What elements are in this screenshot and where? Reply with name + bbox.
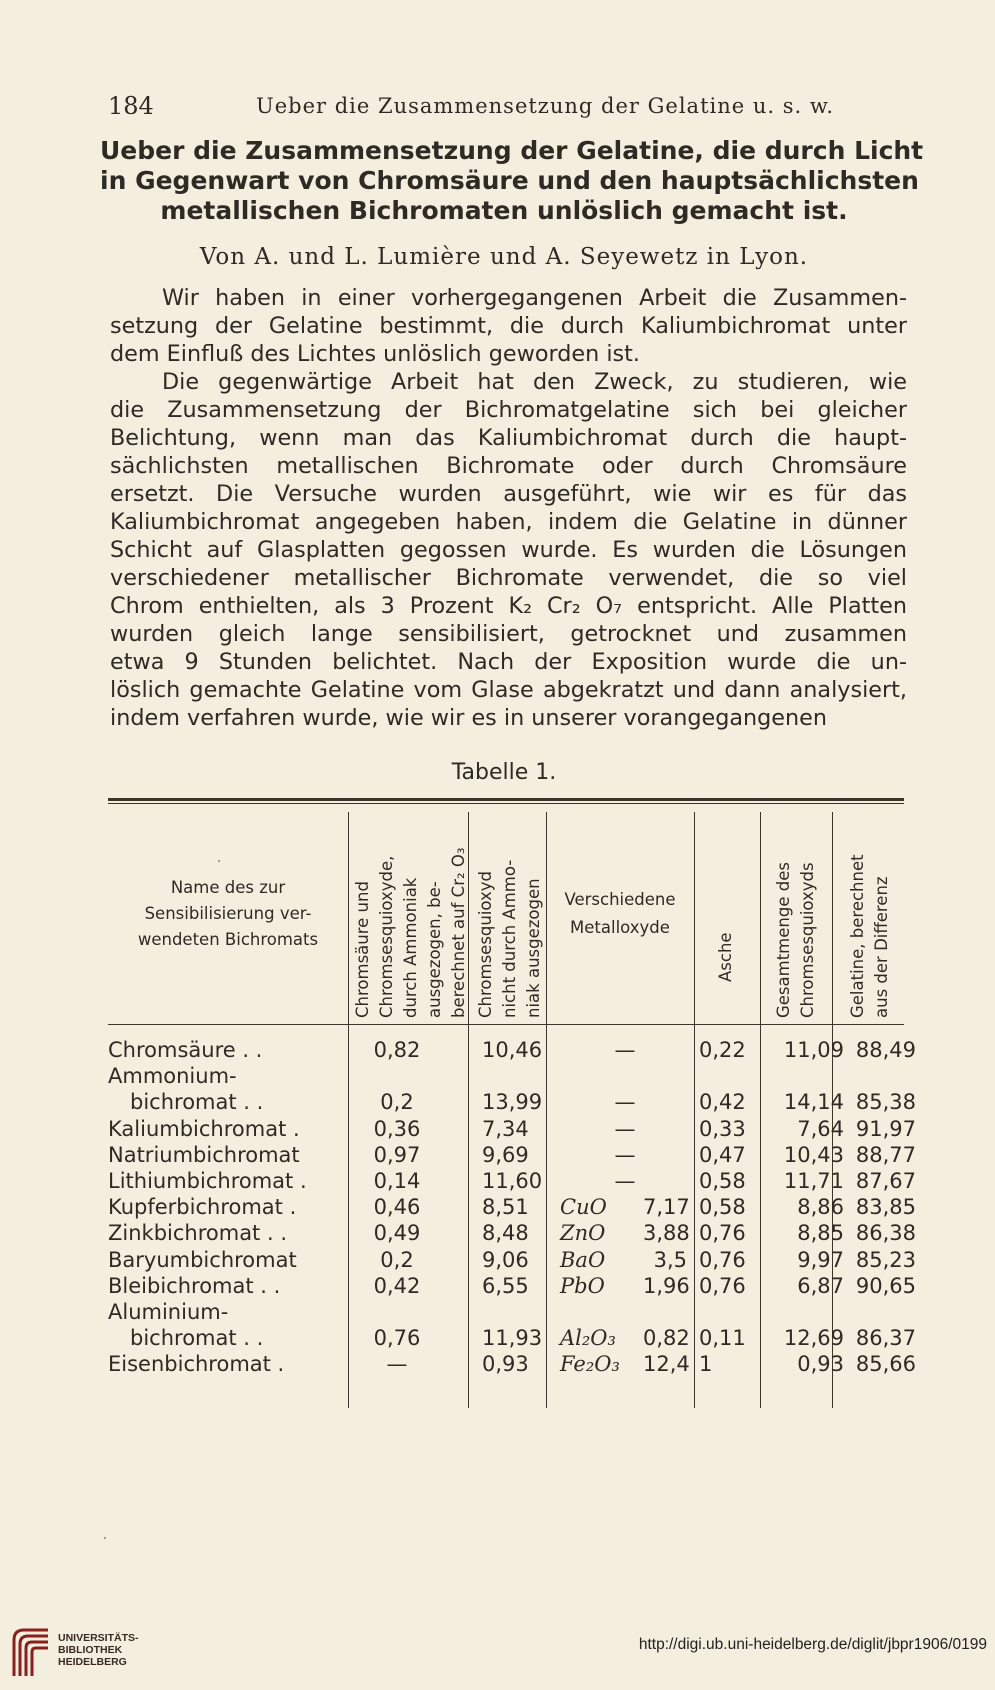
header-line: Asche [716, 932, 735, 982]
cell-ash: 0,47 [699, 1142, 746, 1167]
cell-sesquioxide: 9,69 [482, 1142, 529, 1167]
header-line: Chromsesquioxyds [798, 862, 817, 1018]
cell-ash: 0,58 [699, 1169, 746, 1193]
text-line: Kaliumbichromat angegeben haben, indem die Gelatine in dünner [110, 509, 907, 535]
library-name-line: BIBLIOTHEK [58, 1644, 123, 1656]
table-row [108, 1142, 916, 1171]
cell-chromic-acid: 0,2 [380, 1090, 414, 1115]
header-line: Name des zur [170, 878, 286, 897]
paragraph-1 [110, 284, 907, 368]
header-line: Metalloxyde [570, 918, 670, 937]
cell-total: 14,14 [783, 1090, 844, 1115]
table-row [108, 1038, 916, 1066]
text-line: sächlichsten metallischen Bichromate oder durch Chromsäure [110, 453, 907, 479]
cell-name: Natriumbichromat [108, 1142, 300, 1167]
cell-name: Lithiumbichromat . [108, 1169, 307, 1193]
cell-chromic-acid: 0,42 [373, 1273, 421, 1298]
text-line: Chrom enthielten, als 3 Prozent K₂ Cr₂ O₇ entspricht. Alle Platten [110, 593, 907, 619]
header-line: Chromsesquioxyde, [377, 855, 396, 1018]
cell-sesquioxide: 7,34 [482, 1116, 529, 1141]
cell-total: 11,71 [783, 1169, 844, 1193]
text-line: setzung der Gelatine bestimmt, die durch Kaliumbichromat unter [110, 313, 907, 339]
cell-chromic-acid: 0,49 [373, 1221, 421, 1246]
cell-ash: 0,22 [699, 1038, 746, 1062]
header-line: nicht durch Ammo- [500, 859, 519, 1018]
cell-oxide-none: — [614, 1038, 636, 1062]
table-top-rule [108, 798, 904, 801]
cell-total: 11,09 [783, 1038, 844, 1062]
cell-ash: 0,76 [699, 1273, 746, 1298]
cell-oxide-none: — [614, 1169, 636, 1193]
cell-total: 0,93 [797, 1352, 844, 1377]
header-line: berechnet auf Cr₂ O₃ [449, 847, 468, 1018]
header-line: durch Ammoniak [401, 877, 420, 1018]
cell-total: 8,86 [797, 1195, 844, 1220]
table-row [108, 1326, 916, 1354]
cell-total: 12,69 [783, 1326, 844, 1351]
cell-oxide-value: 12,4 [643, 1352, 690, 1377]
table-header-rule [108, 1024, 904, 1025]
cell-gelatin: 85,66 [855, 1352, 916, 1377]
cell-oxide-value: 0,82 [643, 1326, 690, 1351]
header-line: Gesamtmenge des [774, 862, 793, 1018]
cell-sesquioxide: 10,46 [482, 1038, 543, 1062]
cell-name: Eisenbichromat . [108, 1352, 285, 1377]
cell-oxide-value: 1,96 [643, 1273, 690, 1298]
cell-gelatin: 86,38 [855, 1221, 916, 1246]
cell-gelatin: 88,77 [855, 1142, 916, 1167]
table-row [108, 1169, 916, 1197]
cell-chromic-acid: 0,14 [373, 1169, 421, 1193]
cell-sesquioxide: 11,93 [482, 1326, 543, 1351]
text-line: indem verfahren wurde, wie wir es in unserer vorangegangenen [110, 705, 828, 731]
title-line: in Gegenwart von Chromsäure und den hauptsächlichsten [100, 166, 919, 195]
table-row [108, 1273, 916, 1302]
cell-oxide-formula: PbO [560, 1273, 605, 1298]
author-line: Von A. und L. Lumière und A. Seyewetz in Lyon. [199, 244, 809, 270]
article-title [100, 136, 924, 226]
header-line: aus der Differenz [872, 876, 891, 1018]
table-row [108, 1064, 908, 1092]
scan-speck [104, 1537, 106, 1539]
footer-bar [0, 1614, 995, 1690]
cell-chromic-acid: 0,82 [373, 1038, 421, 1062]
table-caption: Tabelle 1. [451, 760, 557, 785]
text-line: dem Einfluß des Lichtes unlöslich geworden ist. [110, 341, 640, 367]
cell-gelatin: 86,37 [855, 1326, 916, 1351]
text-line: Belichtung, wenn man das Kaliumbichromat durch die haupt- [110, 425, 907, 451]
table-row [108, 1352, 916, 1380]
cell-ash: 1 [699, 1352, 713, 1377]
scan-speck [218, 860, 220, 862]
header-line: wendeten Bichromats [137, 930, 319, 949]
cell-chromic-acid: 0,97 [373, 1142, 421, 1167]
cell-ash: 0,11 [699, 1326, 746, 1351]
table-row [108, 1300, 908, 1328]
table-row [108, 1247, 916, 1276]
text-line: etwa 9 Stunden belichtet. Nach der Exposition wurde die un- [110, 649, 907, 675]
cell-name: bichromat . . [130, 1326, 264, 1351]
cell-oxide-formula: Al₂O₃ [560, 1326, 616, 1351]
title-line: metallischen Bichromaten unlöslich gemacht ist. [160, 196, 848, 225]
cell-total: 7,64 [797, 1116, 844, 1141]
cell-name: Kupferbichromat . [108, 1195, 297, 1220]
cell-gelatin: 85,23 [855, 1247, 916, 1272]
cell-gelatin: 90,65 [855, 1273, 916, 1298]
cell-chromic-acid: 0,46 [373, 1195, 421, 1220]
page-number: 184 [108, 92, 154, 120]
cell-gelatin: 87,67 [855, 1169, 916, 1193]
cell-sesquioxide: 6,55 [482, 1273, 529, 1298]
cell-name: Ammonium- [108, 1064, 237, 1089]
header-bichromate-name [108, 875, 348, 953]
running-title: Ueber die Zusammensetzung der Gelatine u. s. w. [256, 94, 835, 118]
library-logo-icon [10, 1626, 54, 1678]
cell-gelatin: 83,85 [855, 1195, 916, 1220]
cell-oxide-formula: Fe₂O₃ [560, 1352, 620, 1377]
cell-oxide-value: 7,17 [643, 1195, 690, 1220]
header-ash [714, 932, 738, 982]
cell-name: Zinkbichromat . . [108, 1221, 287, 1246]
table-top-rule-thin [108, 803, 904, 804]
cell-ash: 0,42 [699, 1090, 746, 1115]
cell-oxide-none: — [614, 1090, 636, 1115]
header-sesquioxide [474, 860, 546, 1018]
text-line: Schicht auf Glasplatten gegossen wurde. Es wurden die Lösungen [110, 537, 907, 563]
text-line: verschiedener metallischer Bichromate verwendet, die so viel [110, 565, 907, 591]
cell-total: 6,87 [797, 1273, 844, 1298]
cell-ash: 0,76 [699, 1221, 746, 1246]
cell-chromic-acid: — [386, 1352, 408, 1377]
cell-ash: 0,58 [699, 1195, 746, 1220]
cell-oxide-formula: BaO [560, 1247, 606, 1272]
cell-ash: 0,33 [699, 1116, 746, 1141]
text-line: löslich gemachte Gelatine vom Glase abgekratzt und dann analysiert, [110, 677, 907, 703]
source-url[interactable]: http://digi.ub.uni-heidelberg.de/diglit/jbpr1906/0199 [638, 1636, 987, 1653]
header-line: Sensibilisierung ver- [144, 904, 312, 923]
library-name-line: UNIVERSITÄTS- [58, 1632, 139, 1644]
cell-sesquioxide: 0,93 [482, 1352, 529, 1377]
cell-total: 8,85 [797, 1221, 844, 1246]
library-name-line: HEIDELBERG [58, 1656, 127, 1668]
cell-gelatin: 85,38 [855, 1090, 916, 1115]
cell-chromic-acid: 0,36 [373, 1116, 421, 1141]
header-line: ausgezogen, be- [425, 881, 444, 1018]
header-line: Gelatine, berechnet [848, 854, 867, 1018]
header-line: niak ausgezogen [524, 878, 543, 1018]
cell-name: Kaliumbichromat . [108, 1116, 300, 1141]
header-line: Chromsäure und [353, 881, 372, 1018]
paragraph-2 [110, 368, 907, 732]
cell-total: 9,97 [797, 1247, 844, 1272]
header-line: Chromsesquioxyd [476, 870, 495, 1018]
cell-oxide-formula: CuO [560, 1195, 607, 1220]
header-gelatin [846, 854, 894, 1018]
text-line: wurden gleich lange sensibilisiert, getrocknet und zusammen [110, 621, 907, 647]
cell-name: bichromat . . [130, 1090, 264, 1115]
header-chromic-acid [351, 848, 471, 1018]
cell-oxide-formula: ZnO [560, 1221, 606, 1246]
header-total-sesquioxide [772, 862, 820, 1018]
table-row [108, 1090, 916, 1118]
cell-name: Chromsäure . . [108, 1038, 263, 1062]
library-name [58, 1632, 139, 1668]
cell-name: Baryumbichromat [108, 1247, 297, 1272]
table-row [108, 1116, 916, 1145]
cell-sesquioxide: 8,48 [482, 1221, 529, 1246]
header-line: Verschiedene [564, 890, 676, 909]
table-row [108, 1221, 916, 1249]
cell-sesquioxide: 11,60 [482, 1169, 543, 1193]
cell-gelatin: 88,49 [855, 1038, 916, 1062]
cell-oxide-none: — [614, 1142, 636, 1167]
cell-chromic-acid: 0,76 [373, 1326, 421, 1351]
text-line: ersetzt. Die Versuche wurden ausgeführt, wie wir es für das [110, 481, 907, 507]
text-line: Wir haben in einer vorhergegangenen Arbeit die Zusammen- [162, 285, 907, 311]
cell-gelatin: 91,97 [855, 1116, 916, 1141]
cell-oxide-none: — [614, 1116, 636, 1141]
running-head [108, 92, 908, 132]
cell-sesquioxide: 8,51 [482, 1195, 529, 1220]
text-line: die Zusammensetzung der Bichromatgelatine sich bei gleicher [110, 397, 907, 423]
cell-total: 10,43 [783, 1142, 844, 1167]
title-line: Ueber die Zusammensetzung der Gelatine, die durch Licht [100, 136, 924, 165]
cell-oxide-value: 3,88 [643, 1221, 690, 1246]
cell-name: Bleibichromat . . [108, 1273, 281, 1298]
cell-name: Aluminium- [108, 1300, 229, 1324]
cell-ash: 0,76 [699, 1247, 746, 1272]
header-metal-oxides [548, 886, 692, 942]
cell-chromic-acid: 0,2 [380, 1247, 414, 1272]
cell-sesquioxide: 9,06 [482, 1247, 529, 1272]
text-line: Die gegenwärtige Arbeit hat den Zweck, zu studieren, wie [162, 369, 907, 395]
table-row [108, 1195, 916, 1223]
cell-oxide-value: 3,5 [653, 1247, 687, 1272]
cell-sesquioxide: 13,99 [482, 1090, 543, 1115]
